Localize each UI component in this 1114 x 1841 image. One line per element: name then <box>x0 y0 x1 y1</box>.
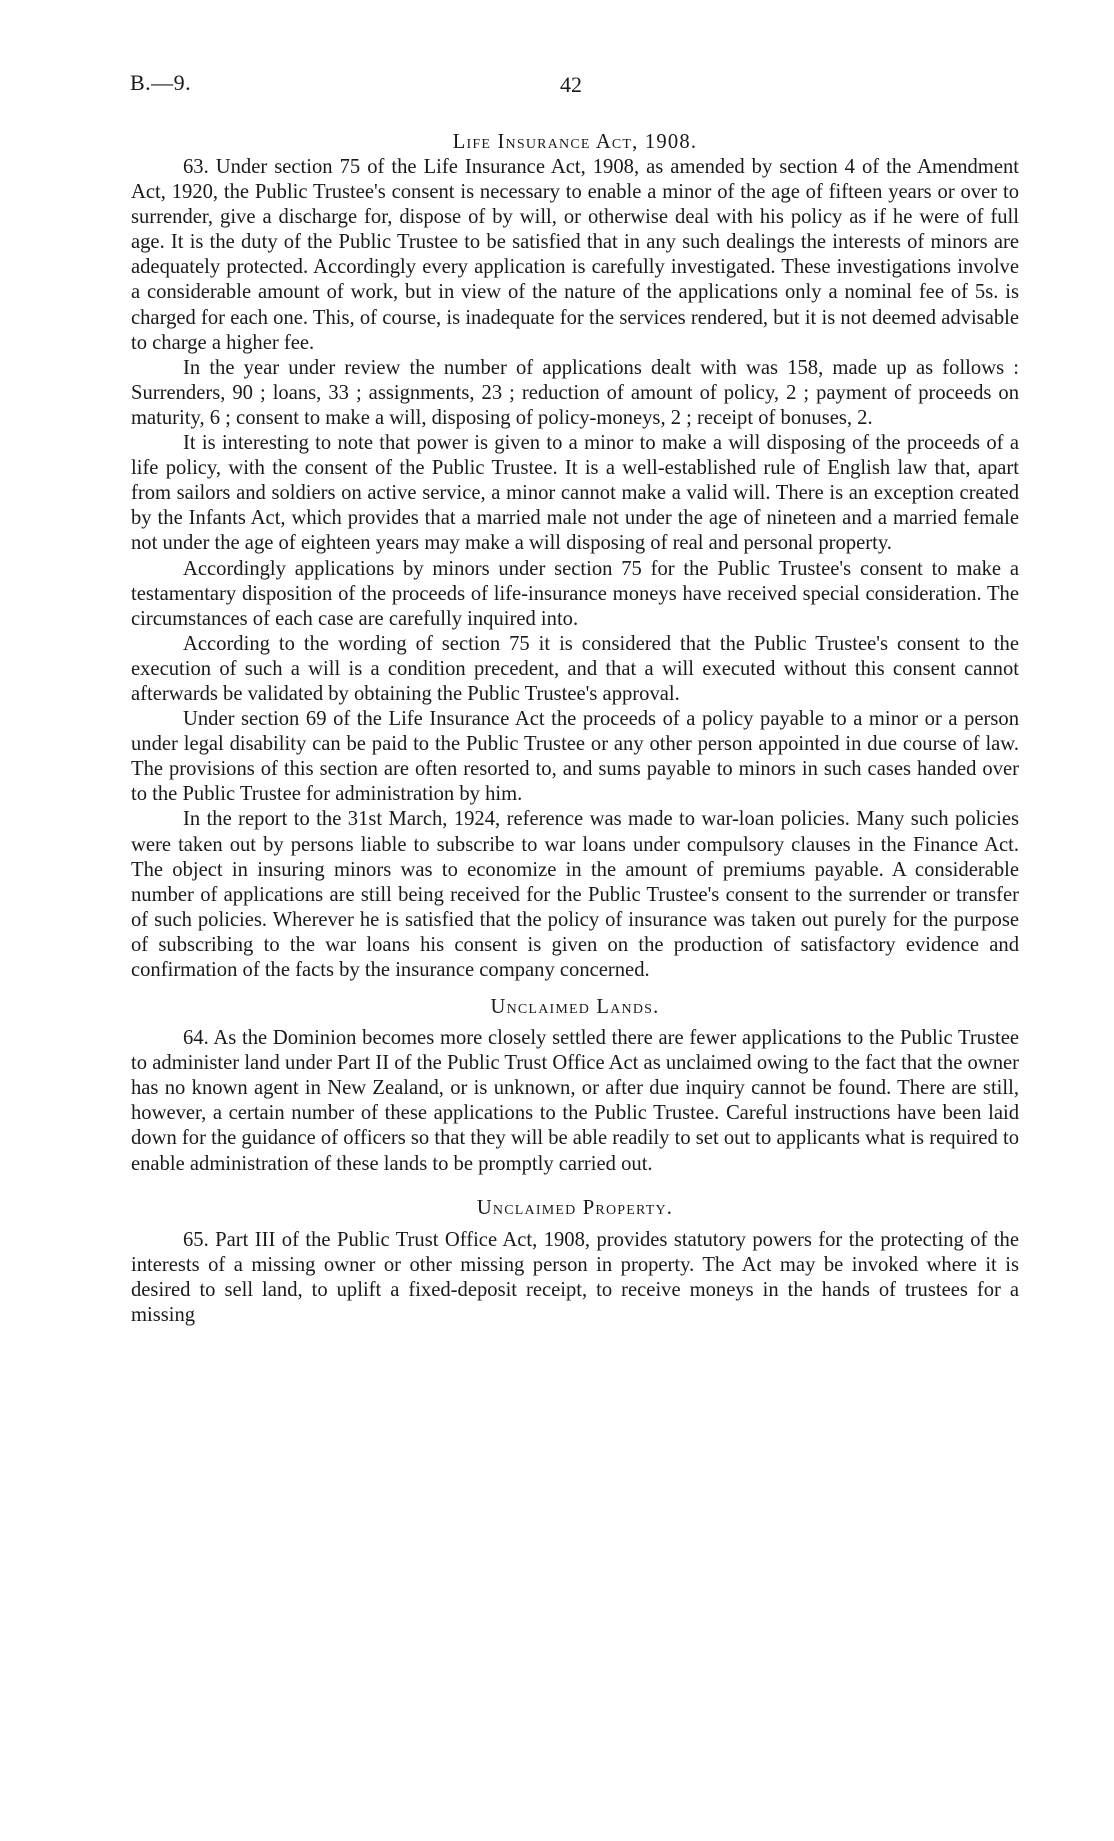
paragraph-testamentary-consent: Accordingly applications by minors under section 75 for the Public Trustee's consent to make a testamentary disposition of the proceeds of life-insurance moneys have received special consideration. The circumstances of each case are carefully inquired into. <box>131 557 1019 630</box>
section-heading-unclaimed-lands: Unclaimed Lands. <box>490 996 660 1019</box>
paragraph-condition-precedent: According to the wording of section 75 it is considered that the Public Trustee's consent to the execution of such a will is a condition precedent, and that a will executed without this consent cannot afterwards be validated by obtaining the Public Trustee's approval. <box>131 632 1019 705</box>
section-heading-unclaimed-property: Unclaimed Property. <box>476 1196 674 1219</box>
paragraph-65: 65. Part III of the Public Trust Office Act, 1908, provides statutory powers for the protecting of the interests of a missing owner or other missing person in property. The Act may be invoked where it is desired to sell land, to uplift a fixed-deposit receipt, to receive moneys in the hands of trustees for a missing <box>131 1228 1019 1326</box>
page-number: 42 <box>560 72 582 97</box>
paragraph-63: 63. Under section 75 of the Life Insurance Act, 1908, as amended by section 4 of the Amendment Act, 1920, the Public Trustee's consent is necessary to enable a minor of the age of fifteen years or over to surrender, give a discharge for, dispose of by will, or otherwise deal with his policy as if he were of full age. It is the duty of the Public Trustee to be satisfied that in any such dealings the interests of minors are adequately protected. Accordingly every application is carefully investigated. These investigations involve a considerable amount of work, but in view of the nature of the applications only a nominal fee of 5s. is charged for each one. This, of course, is inadequate for the services rendered, but it is not deemed advisable to charge a higher fee. <box>131 156 1019 354</box>
paragraph-war-loan-policies: In the report to the 31st March, 1924, reference was made to war-loan policies. Many such policies were taken out by persons liable to subscribe to war loans under compulsory clauses in the Finance Act. The object in insuring minors was to economize in the amount of premiums payable. A considerable number of applications are still being received for the Public Trustee's consent to the surrender or transfer of such policies. Wherever he is satisfied that the policy of insurance was taken out purely for the purpose of subscribing to the war loans his consent is given on the production of satisfactory evidence and confirmation of the facts by the insurance company concerned. <box>131 808 1019 981</box>
document-body <box>131 131 1019 1328</box>
paragraph-minor-will-power: It is interesting to note that power is given to a minor to make a will disposing of the proceeds of a life policy, with the consent of the Public Trustee. It is a well-established rule of English law that, apart from sailors and soldiers on active service, a minor cannot make a valid will. There is an exception created by the Infants Act, which provides that a married male not under the age of nineteen and a married female not under the age of eighteen years may make a will disposing of real and personal property. <box>131 432 1019 555</box>
document-reference: B.—9. <box>130 70 192 95</box>
section-heading-life-insurance-act: Life Insurance Act, 1908. <box>452 131 698 153</box>
paragraph-applications-count: In the year under review the number of applications dealt with was 158, made up as follows : Surrenders, 90 ; loans, 33 ; assignments, 23 ; reduction of amount of policy, 2 ; payment of proceeds on maturity, 6 ; consent to make a will, disposing of policy-moneys, 2 ; receipt of bonuses, 2. <box>131 356 1019 429</box>
paragraph-64: 64. As the Dominion becomes more closely settled there are fewer applications to the Public Trustee to administer land under Part II of the Public Trust Office Act as unclaimed owing to the fact that the owner has no known agent in New Zealand, or is unknown, or after due inquiry cannot be found. There are still, however, a certain number of these applications to the Public Trustee. Careful instructions have been laid down for the guidance of officers so that they will be able readily to set out to applicants what is required to enable administration of these lands to be promptly carried out. <box>131 1027 1019 1175</box>
paragraph-section-69: Under section 69 of the Life Insurance Act the proceeds of a policy payable to a minor or a person under legal disability can be paid to the Public Trustee or any other person appointed in due course of law. The provisions of this section are often resorted to, and sums payable to minors in such cases handed over to the Public Trustee for administration by him. <box>131 708 1019 806</box>
